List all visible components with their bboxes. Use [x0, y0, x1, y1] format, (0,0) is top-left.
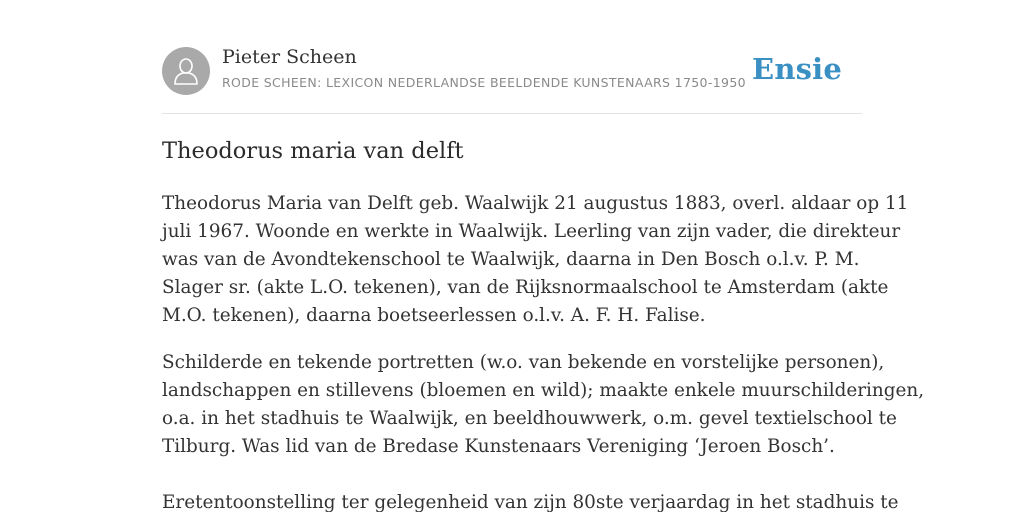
paragraph-line: Slager sr. (akte L.O. tekenen), van de Rijksnormaalschool te Amsterdam (akte: [162, 277, 889, 298]
avatar[interactable]: [162, 47, 210, 95]
article-title: Theodorus maria van delft: [162, 138, 464, 164]
article-paragraph-1: [162, 190, 909, 330]
paragraph-line: Theodorus Maria van Delft geb. Waalwijk 21 augustus 1883, overl. aldaar op 11: [162, 193, 909, 214]
article-paragraph-2: [162, 349, 925, 461]
paragraph-line: landschappen en stillevens (bloemen en wild); maakte enkele muurschilderingen,: [162, 380, 925, 401]
ensie-logo[interactable]: Ensie: [752, 52, 842, 86]
paragraph-line: Tilburg. Was lid van de Bredase Kunstenaars Vereniging ‘Jeroen Bosch’.: [162, 436, 835, 457]
author-header: [162, 46, 862, 96]
user-silhouette-icon: [173, 57, 199, 85]
author-name[interactable]: Pieter Scheen: [222, 46, 357, 68]
source-name[interactable]: RODE SCHEEN: LEXICON NEDERLANDSE BEELDENDE KUNSTENAARS 1750-1950: [222, 75, 746, 90]
paragraph-line: o.a. in het stadhuis te Waalwijk, en beeldhouwwerk, o.m. gevel textielschool te: [162, 408, 897, 429]
paragraph-line: juli 1967. Woonde en werkte in Waalwijk. Leerling van zijn vader, die direkteur: [162, 221, 901, 242]
paragraph-line: Eretentoonstelling ter gelegenheid van zijn 80ste verjaardag in het stadhuis te: [162, 492, 899, 512]
article-paragraph-3: [162, 489, 899, 512]
paragraph-line: Schilderde en tekende portretten (w.o. van bekende en vorstelijke personen),: [162, 352, 885, 373]
paragraph-line: was van de Avondtekenschool te Waalwijk, daarna in Den Bosch o.l.v. P. M.: [162, 249, 860, 270]
header-divider: [162, 113, 862, 114]
paragraph-line: M.O. tekenen), daarna boetseerlessen o.l.v. A. F. H. Falise.: [162, 305, 706, 326]
